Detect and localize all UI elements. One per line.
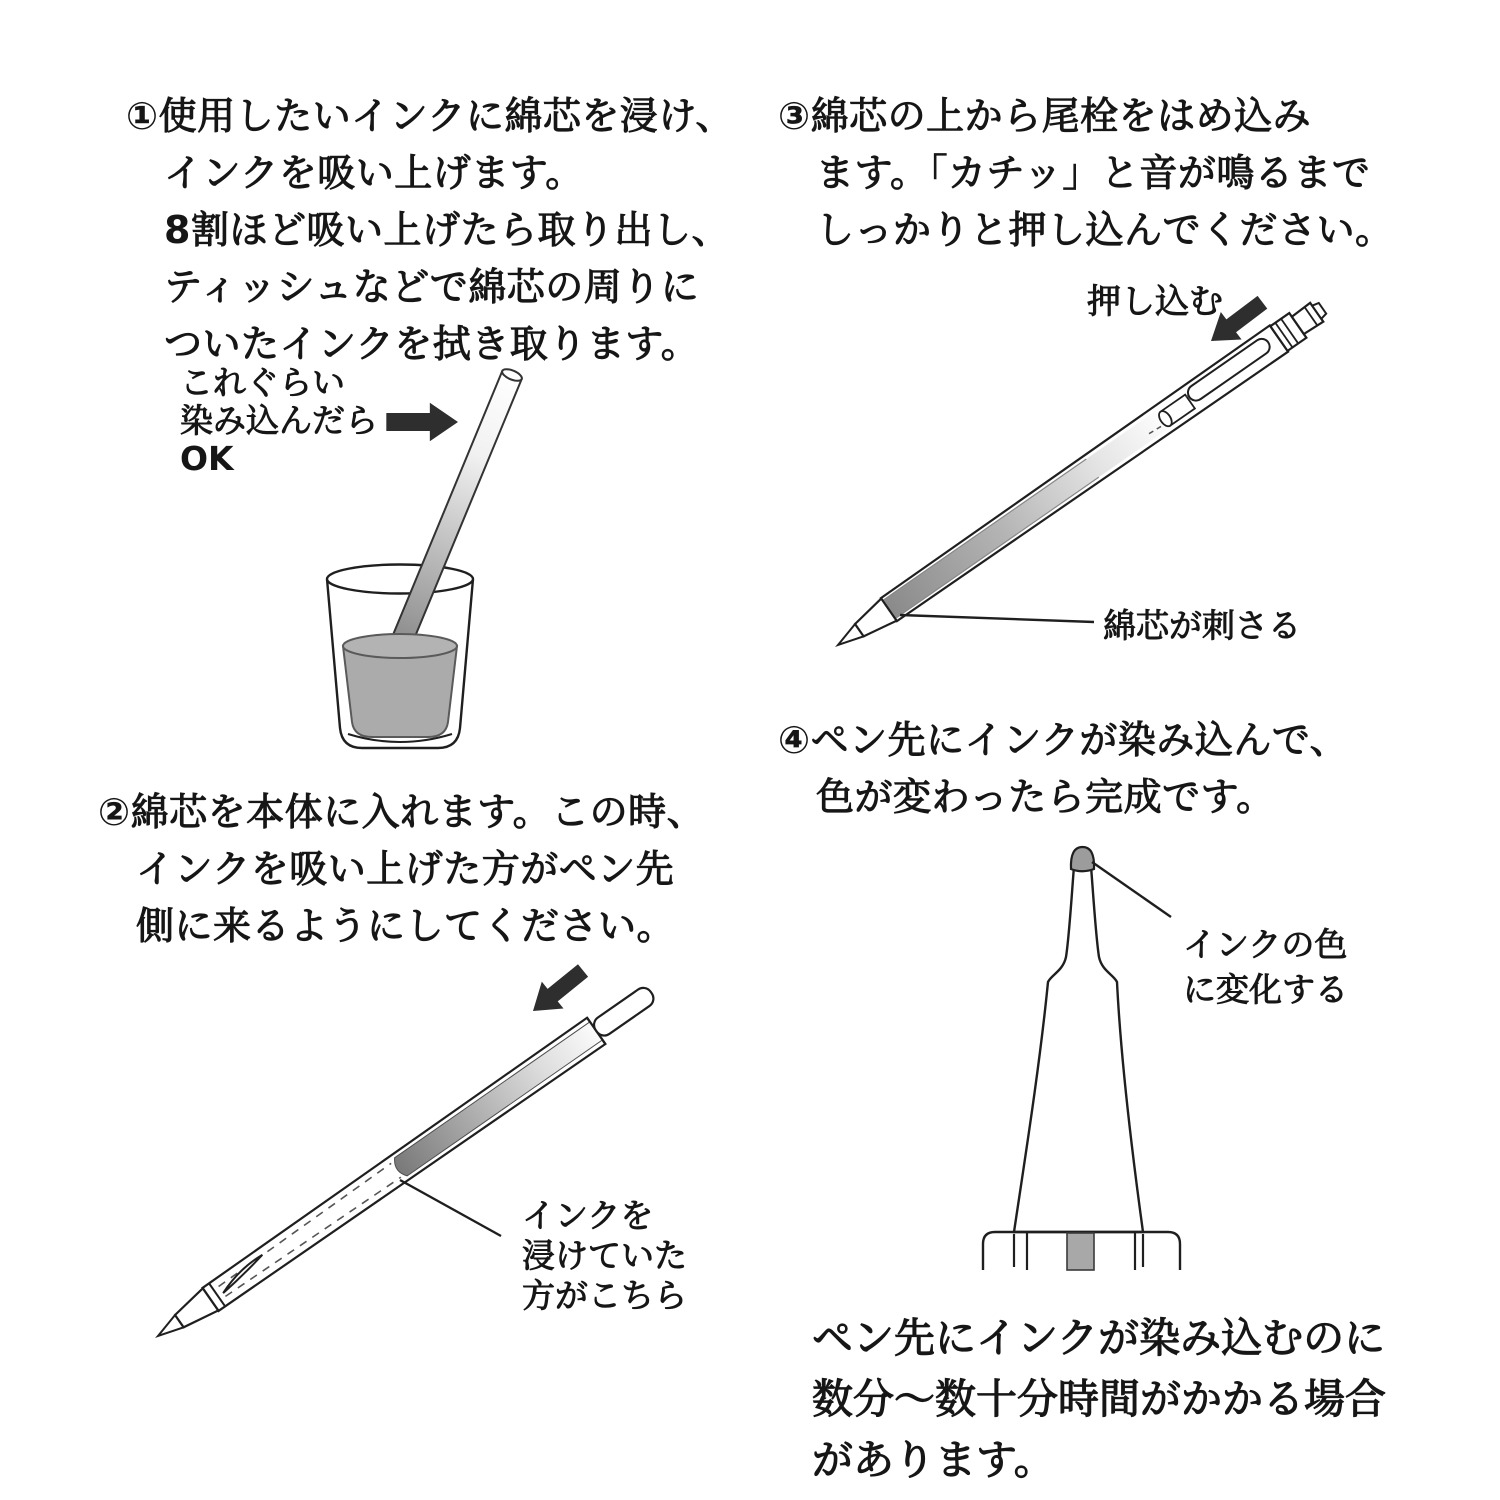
- pen-base: [983, 1232, 1180, 1270]
- step4-line: ④ペン先にインクが染み込んで、: [778, 718, 1349, 762]
- ink-colored-tip: [1071, 847, 1094, 871]
- step3-line: ③綿芯の上から尾栓をはめ込み: [778, 94, 1312, 138]
- step2-line: インクを吸い上げた方がペン先: [136, 847, 675, 891]
- tip-label-leader-line: [1092, 862, 1171, 917]
- step1-instructions: [126, 88, 734, 373]
- step4-illustration: [983, 847, 1180, 1270]
- step4-instructions: [778, 712, 1348, 826]
- dip-label-leader-line: [400, 1180, 501, 1236]
- step1-line: ①使用したいインクに綿芯を浸け、: [126, 94, 734, 138]
- ink-liquid: [343, 634, 457, 737]
- step2-line: ②綿芯を本体に入れます。この時、: [98, 790, 706, 834]
- step3-line: ます。「カチッ」と音が鳴るまで: [816, 151, 1371, 195]
- step3-line: しっかりと押し込んでください。: [816, 208, 1394, 252]
- soak-amount-label: これぐらい 染み込んだら OK: [180, 363, 378, 478]
- core-visible-in-base: [1067, 1233, 1094, 1270]
- core-label-leader-line: [900, 615, 1094, 622]
- push-in-label: 押し込む: [1087, 282, 1223, 322]
- footnote-line: 数分〜数十分時間がかかる場合: [812, 1375, 1386, 1423]
- nib-cone: [1014, 866, 1143, 1232]
- step1-line: ティッシュなどで綿芯の周りに: [164, 265, 700, 309]
- insert-arrow-icon: [522, 957, 594, 1024]
- dipped-side-label: インクを 浸けていた 方がこちら: [522, 1196, 687, 1315]
- step1-line: インクを吸い上げます。: [164, 151, 584, 195]
- cotton-core-stub: [591, 984, 657, 1039]
- step3-instructions: [778, 88, 1394, 259]
- step4-line: 色が変わったら完成です。: [816, 775, 1275, 819]
- step1-line: 8割ほど吸い上げたら取り出し、: [164, 208, 730, 252]
- footnote-line: ペン先にインクが染み込むのに: [812, 1314, 1386, 1362]
- tip-color-change-label: インクの色 に変化する: [1183, 925, 1348, 1009]
- footnote: [812, 1308, 1386, 1491]
- core-inserted-label: 綿芯が刺さる: [1103, 606, 1301, 645]
- footnote-line: があります。: [812, 1436, 1055, 1484]
- soak-arrow-right-icon: [386, 403, 458, 441]
- step1-line: ついたインクを拭き取ります。: [164, 322, 700, 366]
- step2-line: 側に来るようにしてください。: [136, 904, 676, 948]
- step2-instructions: [98, 784, 705, 955]
